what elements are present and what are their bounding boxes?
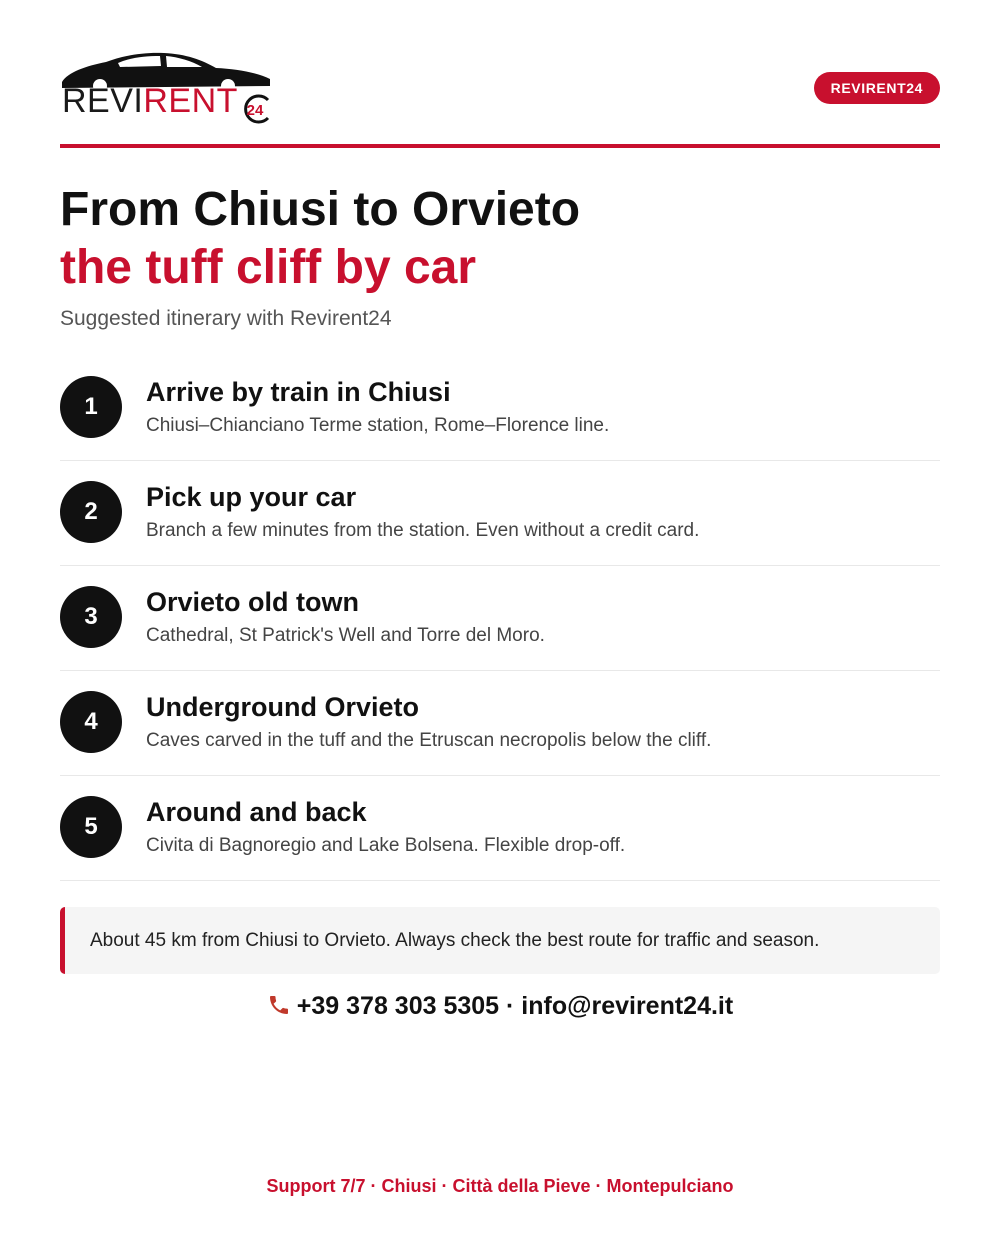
step-description: Cathedral, St Patrick's Well and Torre del Moro. — [146, 625, 545, 646]
step-item — [60, 671, 940, 776]
step-number: 2 — [60, 481, 122, 543]
step-item — [60, 461, 940, 566]
distance-note-text: About 45 km from Chiusi to Orvieto. Always check the best route for traffic and season. — [90, 930, 820, 951]
contact-line — [60, 990, 940, 1022]
logo-text-dark: REVI — [62, 82, 144, 120]
footer-locations: Support 7/7 · Chiusi · Città della Pieve · Montepulciano — [266, 1176, 734, 1196]
step-item — [60, 776, 940, 881]
page-subtitle: Suggested itinerary with Revirent24 — [60, 307, 392, 330]
step-title: Around and back — [146, 797, 367, 827]
step-description: Civita di Bagnoregio and Lake Bolsena. Flexible drop-off. — [146, 835, 626, 856]
itinerary-steps — [60, 356, 940, 881]
step-number: 1 — [60, 376, 122, 438]
distance-note — [60, 907, 940, 974]
page-title-accent: the tuff cliff by car — [60, 241, 477, 294]
contact-text: +39 378 303 5305 · info@revirent24.it — [296, 992, 734, 1020]
logo-number: 24 — [246, 102, 264, 119]
step-title: Underground Orvieto — [146, 692, 420, 722]
step-description: Chiusi–Chianciano Terme station, Rome–Florence line. — [146, 415, 610, 436]
brand-logo — [60, 48, 275, 126]
step-description: Caves carved in the tuff and the Etruscan necropolis below the cliff. — [146, 730, 712, 751]
step-title: Pick up your car — [146, 482, 357, 512]
logo-wordmark — [62, 84, 238, 118]
page — [60, 0, 940, 1250]
step-title: Orvieto old town — [146, 587, 359, 617]
logo-24-mark — [238, 92, 272, 126]
phone-icon — [267, 993, 291, 1017]
step-description: Branch a few minutes from the station. Even without a credit card. — [146, 520, 700, 541]
page-title: From Chiusi to Orvieto — [60, 183, 581, 236]
header-divider — [60, 144, 940, 148]
step-item — [60, 356, 940, 461]
logo-text-red: RENT — [143, 82, 238, 120]
header — [60, 48, 940, 128]
step-number: 5 — [60, 796, 122, 858]
step-item — [60, 566, 940, 671]
brand-badge: REVIRENT24 — [814, 72, 940, 104]
step-number: 4 — [60, 691, 122, 753]
step-title: Arrive by train in Chiusi — [146, 377, 451, 407]
step-number: 3 — [60, 586, 122, 648]
